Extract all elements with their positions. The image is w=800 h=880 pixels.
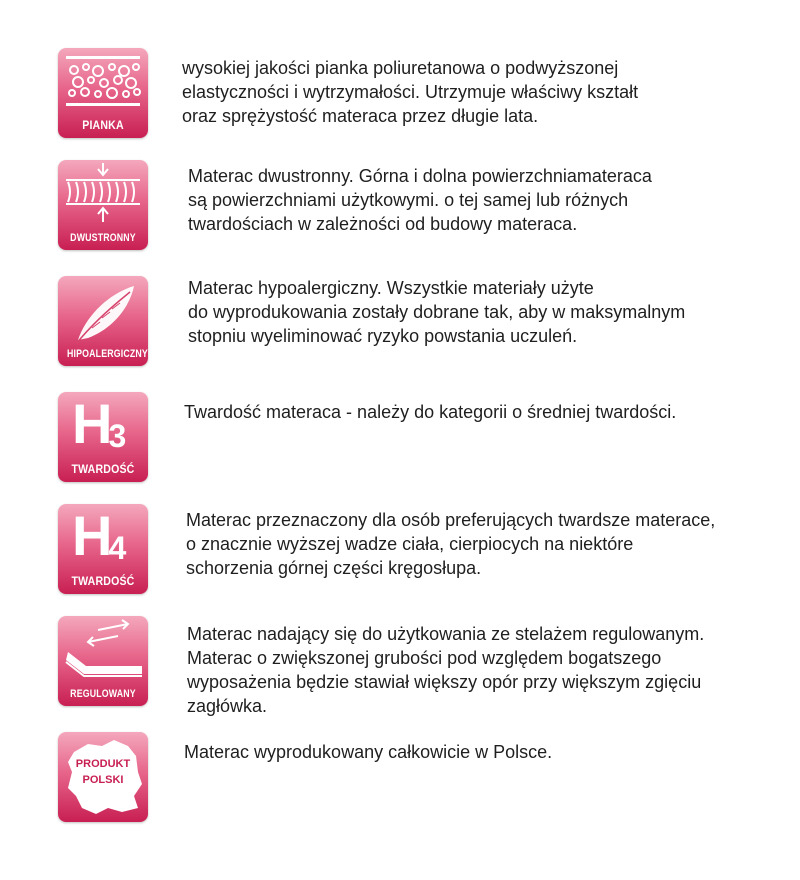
description-line: do wyprodukowania zostały dobrane tak, aby w maksymalnym <box>188 302 686 322</box>
description-line: Materac dwustronny. Górna i dolna powierzchniamateraca <box>188 166 652 186</box>
description-line: Twardość materaca - należy do kategorii o średniej twardości. <box>184 402 677 422</box>
twardosc-h4-badge <box>58 504 148 594</box>
pianka-description <box>182 56 638 128</box>
description-line: Materac nadający się do użytkowania ze stelażem regulowanym. <box>187 624 705 644</box>
twardosc-h4-description <box>186 508 715 580</box>
produkt-polski-description <box>184 740 552 764</box>
twardosc-h4-badge-label: TWARDOŚĆ <box>71 574 135 588</box>
description-line: Materac przeznaczony dla osób preferujących twardsze materace, <box>186 510 716 530</box>
hardness-letter: H <box>72 392 113 455</box>
twardosc-h3-badge-label: TWARDOŚĆ <box>71 462 135 476</box>
description-line: stopniu wyeliminować ryzyko powstania uczuleń. <box>188 326 578 346</box>
badge-label-line: POLSKI <box>82 774 124 786</box>
regulowany-badge-label: REGULOWANY <box>70 688 136 700</box>
description-line: zagłówka. <box>187 696 268 716</box>
produkt-polski-badge-label <box>58 756 148 788</box>
twardosc-h3-badge <box>58 392 148 482</box>
dwustronny-description <box>188 164 652 236</box>
description-line: wysokiej jakości pianka poliuretanowa o podwyższonej <box>182 58 619 78</box>
description-line: twardościach w zależności od budowy materaca. <box>188 214 578 234</box>
hipoalergiczny-badge <box>58 276 148 366</box>
hardness-letter: H <box>72 504 113 567</box>
hardness-h3-icon <box>72 394 126 454</box>
dwustronny-badge-label: DWUSTRONNY <box>70 232 136 244</box>
description-line: oraz sprężystość materaca przez długie lata. <box>182 106 539 126</box>
description-line: wyposażenia będzie stawiał większy opór przy większym zgięciu <box>187 672 702 692</box>
hipoalergiczny-description <box>188 276 685 348</box>
regulowany-badge <box>58 616 148 706</box>
hipoalergiczny-badge-label: HIPOALERGICZNY <box>67 348 148 360</box>
hardness-number: 3 <box>108 418 127 454</box>
twardosc-h3-description <box>184 400 676 424</box>
badge-label-line: PRODUKT <box>75 758 131 770</box>
description-line: Materac o zwiększonej grubości pod względem bogatszego <box>187 648 662 668</box>
description-line: schorzenia górnej części kręgosłupa. <box>186 558 482 578</box>
hardness-h4-icon <box>72 506 126 566</box>
description-line: są powierzchniami użytkowymi. o tej samej lub różnych <box>188 190 629 210</box>
description-line: o znacznie wyższej wadze ciała, cierpiocych na niektóre <box>186 534 634 554</box>
pianka-badge <box>58 48 148 138</box>
regulowany-description <box>187 622 704 718</box>
description-line: Materac hypoalergiczny. Wszystkie materiały użyte <box>188 278 594 298</box>
produkt-polski-badge <box>58 732 148 822</box>
hardness-number: 4 <box>108 530 127 566</box>
description-line: elastyczności i wytrzymałości. Utrzymuje właściwy kształt <box>182 82 639 102</box>
pianka-badge-label: PIANKA <box>82 118 124 132</box>
description-line: Materac wyprodukowany całkowicie w Polsce. <box>184 742 553 762</box>
dwustronny-badge <box>58 160 148 250</box>
